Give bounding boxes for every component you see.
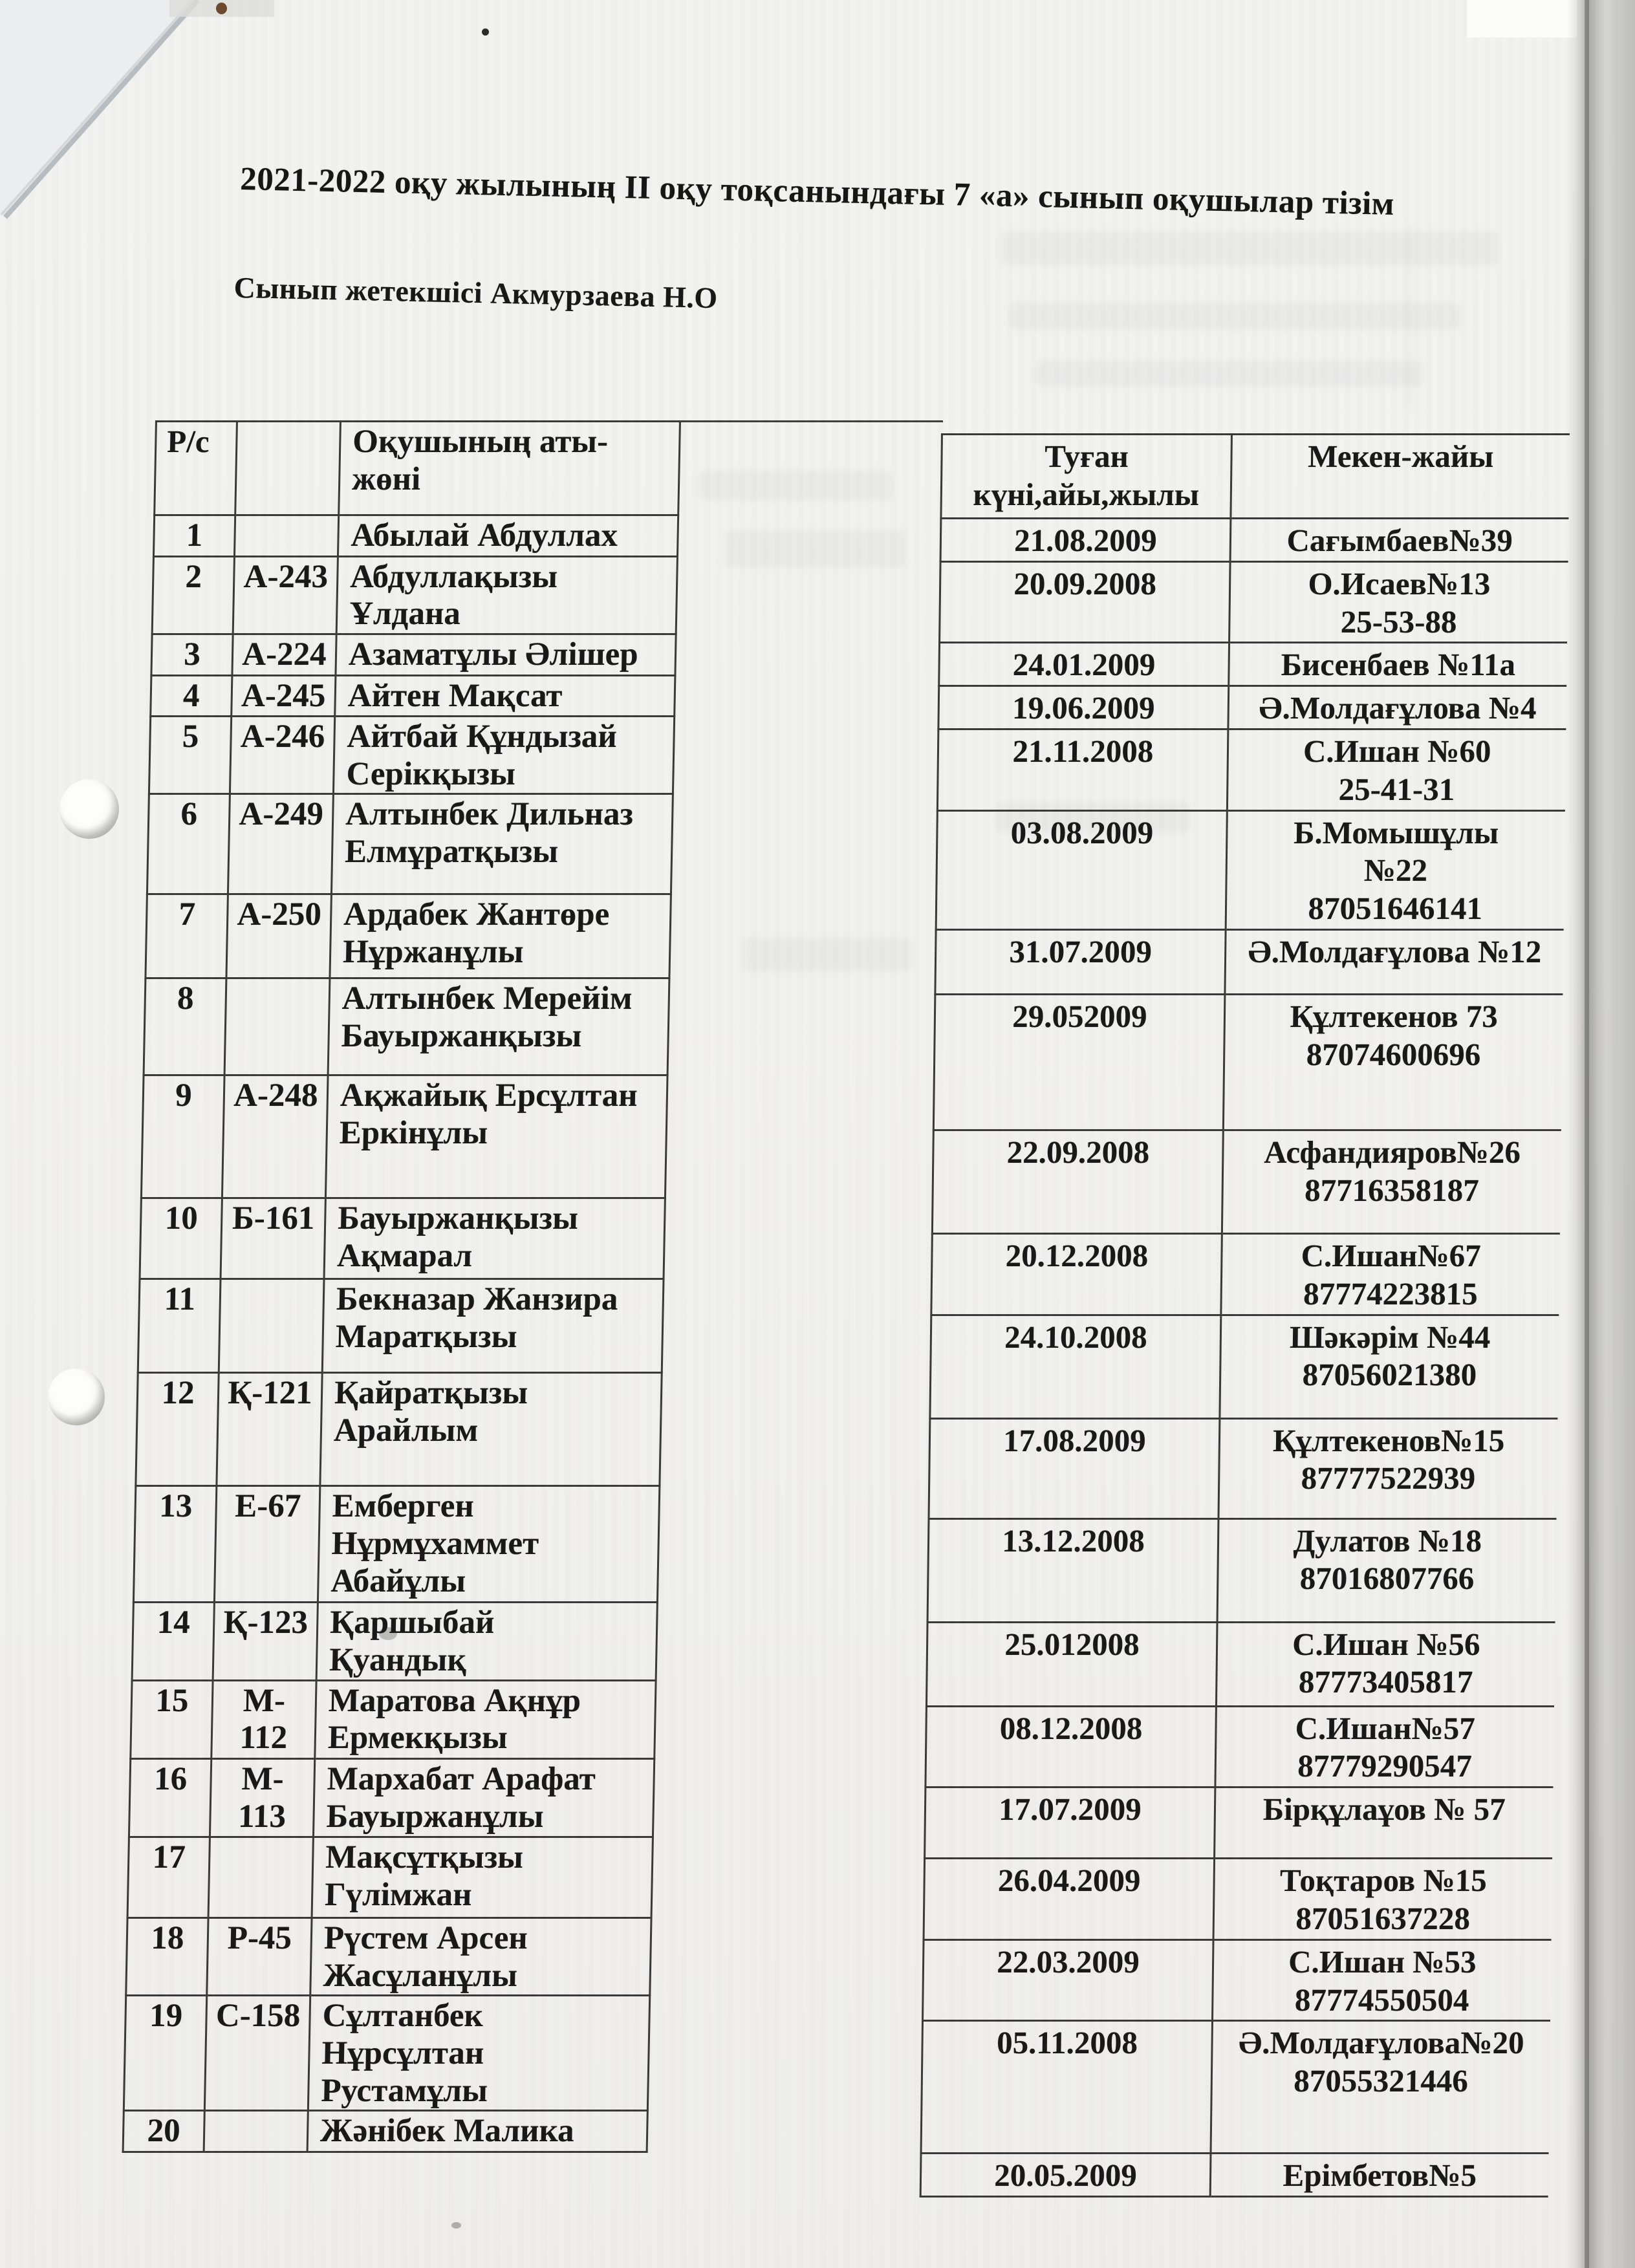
table-row <box>921 2021 1550 2154</box>
cell-birth_date: 20.09.2008 <box>940 561 1231 643</box>
cell-address: Ә.Молдағұлова№20 87055321446 <box>1211 2021 1550 2154</box>
cell-address: Сағымбаев№39 <box>1230 519 1568 562</box>
ink-speck <box>482 28 489 36</box>
table-row <box>920 2154 1548 2197</box>
cell-code: А-249 <box>228 794 333 894</box>
cell-name: Ақжайық Ерсұлтан Еркінұлы <box>325 1075 667 1198</box>
cell-birth_date: 13.12.2008 <box>927 1518 1218 1622</box>
cell-code <box>224 978 330 1075</box>
cell-address: Ә.Молдағұлова №4 <box>1228 686 1566 729</box>
table-row <box>136 1373 662 1486</box>
cell-name: Алтынбек Мерейім Бауыржанқызы <box>328 978 669 1075</box>
cell-name: Айтен Мақсат <box>335 675 675 717</box>
cell-index: 1 <box>153 515 235 557</box>
cell-name: Ардабек Жантөре Нұржанұлы <box>330 894 671 978</box>
cell-index: 16 <box>129 1758 211 1837</box>
cell-name: Абдуллақызы Ұлдана <box>336 556 677 634</box>
cell-code: Б-161 <box>221 1198 325 1279</box>
cell-code <box>208 1837 313 1918</box>
cell-address: С.Ишан №53 87774550504 <box>1213 1939 1552 2021</box>
col-header-code <box>235 422 341 515</box>
cell-index: 4 <box>151 675 232 717</box>
cell-address: С.Ишан№57 87779290547 <box>1215 1706 1554 1787</box>
table-row <box>927 1518 1556 1622</box>
details-table <box>920 433 1570 2198</box>
cell-address: С.Ишан №56 87773405817 <box>1216 1622 1555 1706</box>
table-row <box>152 556 677 634</box>
table-row <box>926 1706 1554 1787</box>
cell-name: Сұлтанбек Нұрсұлтан Рустамұлы <box>308 1996 649 2111</box>
cell-name: Рүстем Арсен Жасұланұлы <box>310 1918 651 1996</box>
table-row <box>151 634 676 675</box>
scanner-edge-line <box>1585 0 1589 2268</box>
cell-address: Асфандияров№26 87716358187 <box>1222 1130 1561 1233</box>
cell-code: Қ-123 <box>213 1603 318 1680</box>
cell-birth_date: 25.012008 <box>926 1622 1217 1706</box>
corner-fold-artifact <box>0 0 213 226</box>
table-row <box>926 1622 1555 1706</box>
table-row <box>938 686 1566 729</box>
cell-code: А-246 <box>230 717 334 794</box>
cell-address: Құлтекенов№15 87777522939 <box>1218 1418 1557 1518</box>
bleed-through-smudge <box>744 938 912 971</box>
cell-index: 12 <box>136 1373 219 1486</box>
table-row <box>930 1315 1559 1418</box>
ink-speck <box>216 3 227 14</box>
cell-index: 2 <box>152 556 234 634</box>
table-row <box>132 1603 657 1680</box>
cell-index: 3 <box>151 634 233 675</box>
cell-birth_date: 20.12.2008 <box>931 1233 1222 1315</box>
table-row <box>129 1758 654 1837</box>
cell-address: Шәкәрім №44 87056021380 <box>1220 1315 1559 1418</box>
bleed-through-smudge <box>698 471 893 501</box>
table-row <box>936 810 1565 929</box>
bleed-through-smudge <box>1035 361 1423 387</box>
punch-hole <box>60 779 119 839</box>
cell-name: Айтбай Құндызай Серікқызы <box>333 717 674 794</box>
table-row <box>933 994 1563 1130</box>
table-row <box>937 729 1566 810</box>
col-header-name: Оқушының аты- жөні <box>339 422 680 515</box>
cell-code: А-243 <box>233 556 338 634</box>
details-table-body <box>920 519 1568 2197</box>
cell-index: 8 <box>144 978 226 1075</box>
cell-address: С.Ишан №60 25-41-31 <box>1227 729 1566 810</box>
table-top-rule <box>678 420 943 422</box>
table-row <box>147 794 673 894</box>
cell-address: Ә.Молдағұлова №12 <box>1225 929 1563 994</box>
table-row <box>925 1787 1553 1859</box>
cell-code: М- 113 <box>210 1758 314 1837</box>
cell-birth_date: 21.11.2008 <box>937 729 1228 810</box>
cell-address: Б.Момышұлы №22 87051646141 <box>1226 810 1565 929</box>
cell-address: Ерімбетов№5 <box>1210 2154 1548 2197</box>
cell-index: 17 <box>127 1837 210 1918</box>
cell-birth_date: 26.04.2009 <box>924 1859 1215 1940</box>
table-row <box>141 1075 667 1198</box>
cell-code: Р-45 <box>207 1918 312 1996</box>
cell-code: С-158 <box>204 1996 310 2111</box>
col-header-index: Р/с <box>155 422 237 515</box>
table-row <box>923 1939 1552 2021</box>
table-row <box>932 1130 1561 1233</box>
col-header-birth-date: Туған күні,айы,жылы <box>941 435 1232 519</box>
cell-index: 14 <box>132 1603 214 1680</box>
cell-index: 13 <box>133 1486 216 1603</box>
ink-speck <box>451 2222 461 2229</box>
punch-hole <box>48 1368 105 1425</box>
table-row <box>151 675 675 717</box>
cell-index: 10 <box>140 1198 222 1279</box>
cell-address: Тоқтаров №15 87051637228 <box>1213 1859 1552 1940</box>
cell-name: Алтынбек Дильназ Елмұратқызы <box>331 794 673 894</box>
cell-code: А-250 <box>226 894 331 978</box>
cell-index: 6 <box>147 794 230 894</box>
table-row <box>924 1859 1552 1940</box>
cell-address: Құлтекенов 73 87074600696 <box>1223 994 1563 1130</box>
cell-index: 11 <box>138 1279 221 1373</box>
cell-name: Азаматұлы Әлішер <box>336 634 676 675</box>
cell-code: Е-67 <box>214 1486 319 1603</box>
table-row <box>140 1198 665 1279</box>
cell-code: Қ-121 <box>217 1373 322 1486</box>
students-table <box>122 420 681 2153</box>
cell-code: А-248 <box>222 1075 328 1198</box>
cell-code: А-245 <box>232 675 336 717</box>
cell-birth_date: 24.10.2008 <box>930 1315 1221 1418</box>
cell-name: Маратова Ақнұр Ермекқызы <box>315 1680 656 1758</box>
class-teacher-line: Сынып жетекшісі Акмурзаева Н.О <box>233 270 719 315</box>
cell-code: М- 112 <box>211 1680 316 1758</box>
cell-birth_date: 22.03.2009 <box>923 1939 1214 2021</box>
table-row <box>123 2111 647 2152</box>
cell-birth_date: 19.06.2009 <box>938 686 1229 729</box>
scan-edge-highlight <box>1467 0 1577 38</box>
cell-birth_date: 29.052009 <box>933 994 1225 1130</box>
table-row <box>149 717 674 794</box>
cell-birth_date: 05.11.2008 <box>921 2021 1213 2154</box>
bleed-through-smudge <box>724 530 905 568</box>
table-row <box>940 561 1568 643</box>
cell-address: О.Исаев№13 25-53-88 <box>1229 561 1568 643</box>
table-row <box>133 1486 659 1603</box>
cell-code <box>234 515 338 557</box>
cell-birth_date: 08.12.2008 <box>926 1706 1217 1787</box>
cell-name: Абылай Абдуллах <box>338 515 678 557</box>
cell-name: Жәнібек Малика <box>307 2111 647 2152</box>
cell-name: Мархабат Арафат Бауыржанұлы <box>313 1758 654 1837</box>
cell-address: С.Ишан№67 87774223815 <box>1221 1233 1560 1315</box>
table-row <box>126 1918 651 1996</box>
cell-name: Бекназар Жанзира Маратқызы <box>322 1279 664 1373</box>
cell-code: А-224 <box>232 634 336 675</box>
cell-index: 15 <box>131 1680 213 1758</box>
table-row <box>124 1996 649 2111</box>
students-table-body <box>123 515 678 2152</box>
cell-address: Бисенбаев №11а <box>1229 643 1567 686</box>
table-row <box>939 643 1567 686</box>
heading-block <box>233 160 1521 332</box>
table-row <box>138 1279 664 1373</box>
cell-name: Қаршыбай Қуандық <box>316 1603 657 1680</box>
cell-birth_date: 31.07.2009 <box>935 929 1226 994</box>
cell-index: 19 <box>124 1996 206 2111</box>
scanner-edge-shadow <box>1568 0 1635 2268</box>
cell-code <box>204 2111 308 2152</box>
cell-birth_date: 17.08.2009 <box>929 1418 1220 1518</box>
cell-index: 20 <box>123 2111 204 2152</box>
table-row <box>931 1233 1560 1315</box>
cell-birth_date: 22.09.2008 <box>932 1130 1223 1233</box>
table-row <box>935 929 1563 994</box>
cell-code <box>219 1279 324 1373</box>
cell-index: 18 <box>126 1918 208 1996</box>
cell-address: Бірқұлаұов № 57 <box>1215 1787 1553 1859</box>
details-header-row <box>941 435 1570 519</box>
cell-name: Мақсұтқызы Гүлімжан <box>312 1837 653 1918</box>
cell-index: 5 <box>149 717 231 794</box>
cell-birth_date: 03.08.2009 <box>936 810 1227 929</box>
cell-name: Емберген Нұрмұхаммет Абайұлы <box>318 1486 659 1603</box>
cell-index: 9 <box>141 1075 224 1198</box>
cell-birth_date: 21.08.2009 <box>940 519 1231 562</box>
cell-address: Дулатов №18 87016807766 <box>1217 1518 1556 1622</box>
cell-birth_date: 20.05.2009 <box>920 2154 1211 2197</box>
students-header-row <box>155 422 680 515</box>
cell-name: Бауыржанқызы Ақмарал <box>324 1198 665 1279</box>
table-row <box>940 519 1568 562</box>
table-row <box>127 1837 653 1918</box>
cell-name: Қайратқызы Арайлым <box>320 1373 662 1486</box>
table-row <box>929 1418 1557 1518</box>
cell-index: 7 <box>146 894 228 978</box>
table-row <box>153 515 678 557</box>
table-row <box>146 894 671 978</box>
cell-birth_date: 24.01.2009 <box>939 643 1229 686</box>
col-header-address: Мекен-жайы <box>1231 435 1570 519</box>
cell-birth_date: 17.07.2009 <box>925 1787 1215 1859</box>
table-row <box>131 1680 656 1758</box>
document-title: 2021-2022 оқу жылының ІІ оқу тоқсанындағы 7 «а» сынып оқушылар тізім <box>239 160 1395 222</box>
table-row <box>144 978 669 1075</box>
